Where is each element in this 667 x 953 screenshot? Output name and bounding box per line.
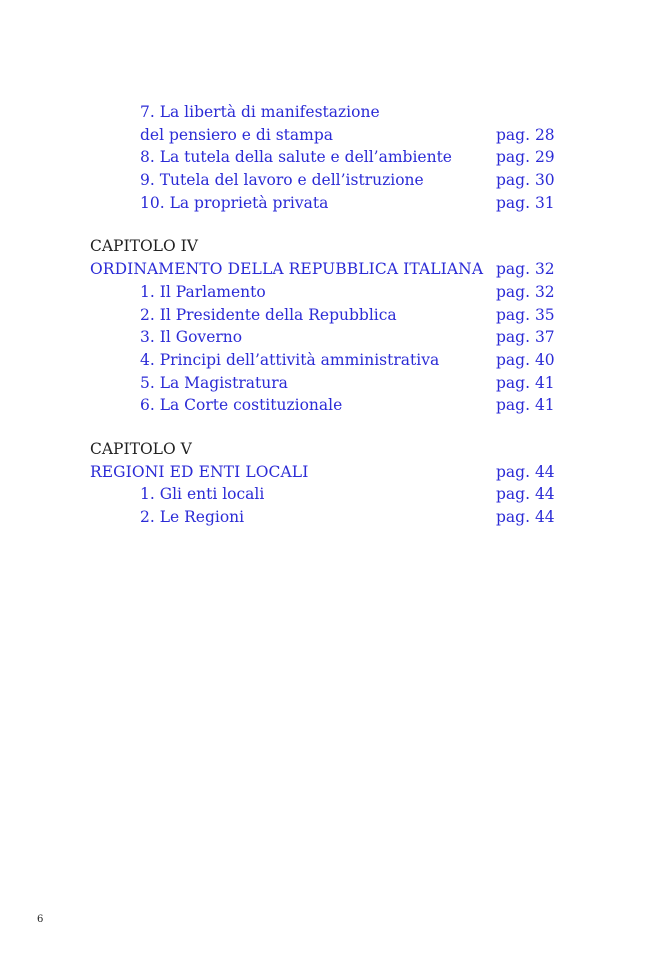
toc-entry-title[interactable]: del pensiero e di stampa — [140, 125, 334, 144]
toc-entry[interactable] — [90, 483, 570, 506]
toc-entry-title[interactable]: 3. Il Governo — [140, 328, 243, 347]
toc-entry-title[interactable]: 2. Il Presidente della Repubblica — [140, 305, 397, 324]
toc-entry[interactable] — [90, 372, 570, 395]
toc-entry-page[interactable]: pag. 28 — [496, 125, 555, 144]
toc-entry[interactable] — [90, 394, 570, 417]
toc-entry-page[interactable]: pag. 44 — [496, 508, 555, 526]
toc-entry-page[interactable]: pag. 31 — [496, 193, 555, 212]
chapter-heading — [90, 235, 570, 258]
chapter-title-page[interactable]: pag. 44 — [496, 462, 555, 481]
toc-entry-title[interactable]: 5. La Magistratura — [140, 373, 288, 392]
chapter-title[interactable]: ORDINAMENTO DELLA REPUBBLICA ITALIANA — [90, 260, 484, 279]
toc-entry-page[interactable]: pag. 32 — [496, 282, 555, 301]
toc-entry-page[interactable]: pag. 41 — [496, 396, 555, 415]
toc-entry[interactable] — [90, 192, 570, 215]
toc-entry[interactable] — [90, 169, 570, 192]
toc-entry[interactable] — [90, 281, 570, 304]
toc-entry[interactable] — [90, 326, 570, 349]
toc-entry[interactable] — [90, 304, 570, 327]
toc-entry-page[interactable]: pag. 30 — [496, 171, 555, 190]
toc-entry[interactable] — [90, 101, 570, 124]
toc-entry-page[interactable]: pag. 40 — [496, 350, 555, 369]
toc-entry-title[interactable]: 2. Le Regioni — [140, 508, 245, 526]
toc-entry-page[interactable]: pag. 37 — [496, 328, 555, 347]
toc-entry-page[interactable]: pag. 41 — [496, 373, 555, 392]
toc-entry-title[interactable]: 7. La libertà di manifestazione — [140, 103, 380, 121]
toc-entry-title[interactable]: 1. Il Parlamento — [140, 282, 266, 301]
chapter-title-entry[interactable] — [90, 461, 570, 484]
toc-entry-title[interactable]: 1. Gli enti locali — [140, 485, 265, 504]
page-number: 6 — [37, 914, 44, 925]
toc-entry[interactable] — [90, 506, 570, 529]
chapter-title[interactable]: REGIONI ED ENTI LOCALI — [90, 462, 309, 481]
chapter-label: CAPITOLO V — [90, 439, 192, 458]
toc-entry-page[interactable]: pag. 29 — [496, 148, 555, 167]
chapter-title-entry[interactable] — [90, 258, 570, 281]
section-spacer — [90, 417, 570, 438]
toc-entry-title[interactable]: 10. La proprietà privata — [140, 193, 329, 212]
chapter-title-page[interactable]: pag. 32 — [496, 260, 555, 279]
toc-entry[interactable] — [90, 124, 570, 147]
chapter-label: CAPITOLO IV — [90, 237, 198, 256]
chapter-heading — [90, 438, 570, 461]
section-spacer — [90, 214, 570, 235]
toc-entry[interactable] — [90, 349, 570, 372]
toc-entry-title[interactable]: 8. La tutela della salute e dell’ambiente — [140, 148, 452, 167]
toc-entry-title[interactable]: 9. Tutela del lavoro e dell’istruzione — [140, 171, 424, 190]
toc-entry-page[interactable]: pag. 44 — [496, 485, 555, 504]
toc-entry-page[interactable]: pag. 35 — [496, 305, 555, 324]
toc-entry[interactable] — [90, 146, 570, 169]
table-of-contents — [90, 101, 570, 529]
toc-entry-title[interactable]: 4. Principi dell’attività amministrativa — [140, 350, 440, 369]
toc-entry-title[interactable]: 6. La Corte costituzionale — [140, 396, 343, 415]
